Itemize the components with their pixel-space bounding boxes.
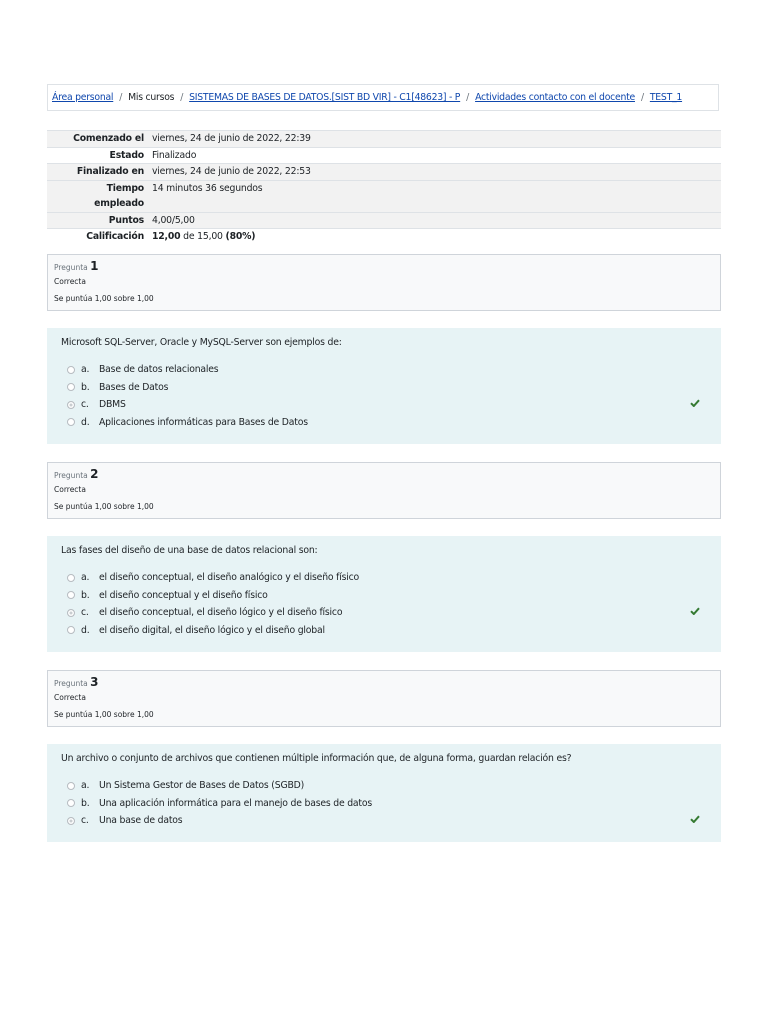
breadcrumb-separator: / (640, 92, 644, 103)
points-value: 4,00/5,00 (148, 212, 721, 229)
option-text: el diseño conceptual, el diseño analógico y el diseño físico (99, 572, 360, 584)
radio-checked-icon[interactable] (67, 817, 75, 825)
breadcrumb-separator: / (119, 92, 123, 103)
question-state: Correcta (54, 277, 86, 286)
question-number: 1 (90, 259, 99, 273)
time-label-line1: Tiempo (106, 182, 144, 194)
option-letter: b. (81, 381, 90, 393)
breadcrumb-course-link[interactable]: SISTEMAS DE BASES DE DATOS.[SIST BD VIR] - C1[48623] - P (189, 92, 461, 103)
option-letter: c. (81, 399, 89, 411)
question-grade: Se puntúa 1,00 sobre 1,00 (54, 294, 154, 303)
question-2-content (47, 536, 721, 652)
points-label: Puntos (47, 212, 148, 229)
answer-option (61, 569, 707, 587)
option-text: el diseño digital, el diseño lógico y el diseño global (99, 624, 325, 636)
answer-option (61, 622, 707, 640)
question-text: Un archivo o conjunto de archivos que contienen múltiple información que, de alguna forma, guardan relación es? (61, 753, 572, 764)
option-letter: c. (81, 815, 89, 827)
question-text: Microsoft SQL-Server, Oracle y MySQL-Server son ejemplos de: (61, 337, 342, 348)
radio-icon[interactable] (67, 383, 75, 391)
question-1-content (47, 328, 721, 444)
option-text: Base de datos relacionales (99, 364, 219, 376)
question-grade: Se puntúa 1,00 sobre 1,00 (54, 710, 154, 719)
answer-option-selected (61, 812, 707, 830)
breadcrumb-separator: / (466, 92, 470, 103)
answer-option (61, 777, 707, 795)
summary-row-state (47, 147, 721, 164)
question-3-info (47, 670, 721, 727)
radio-checked-icon[interactable] (67, 609, 75, 617)
option-text: DBMS (99, 399, 126, 411)
answer-option (61, 379, 707, 397)
option-letter: a. (81, 572, 90, 584)
radio-icon[interactable] (67, 799, 75, 807)
radio-icon[interactable] (67, 782, 75, 790)
question-state: Correcta (54, 485, 86, 494)
checkmark-icon (690, 399, 700, 407)
question-label: Pregunta (54, 679, 88, 688)
radio-icon[interactable] (67, 366, 75, 374)
question-3-content (47, 744, 721, 842)
option-letter: a. (81, 780, 90, 792)
breadcrumb-my-courses: Mis cursos (128, 92, 175, 103)
breadcrumb (47, 84, 719, 111)
summary-row-started (47, 131, 721, 148)
option-text: el diseño conceptual y el diseño físico (99, 589, 268, 601)
grade-max: de 15,00 (180, 231, 226, 242)
radio-icon[interactable] (67, 418, 75, 426)
option-letter: b. (81, 797, 90, 809)
started-value: viernes, 24 de junio de 2022, 22:39 (148, 131, 721, 148)
breadcrumb-separator: / (180, 92, 184, 103)
checkmark-icon (690, 815, 700, 823)
breadcrumb-quiz-link[interactable]: TEST_1 (649, 92, 683, 103)
state-label: Estado (47, 147, 148, 164)
radio-icon[interactable] (67, 591, 75, 599)
option-text: Una base de datos (99, 815, 183, 827)
grade-score: 12,00 (152, 231, 181, 242)
question-label: Pregunta (54, 471, 88, 480)
grade-percent: (80%) (225, 231, 256, 242)
attempt-summary-table (47, 130, 721, 245)
summary-row-points (47, 212, 721, 229)
checkmark-icon (690, 607, 700, 615)
question-number: 3 (90, 675, 99, 689)
breadcrumb-section-link[interactable]: Actividades contacto con el docente (475, 92, 635, 103)
question-text: Las fases del diseño de una base de datos relacional son: (61, 545, 318, 556)
option-text: Aplicaciones informáticas para Bases de Datos (99, 416, 308, 428)
radio-icon[interactable] (67, 626, 75, 634)
question-label: Pregunta (54, 263, 88, 272)
option-letter: d. (81, 416, 90, 428)
question-state: Correcta (54, 693, 86, 702)
breadcrumb-home-link[interactable]: Área personal (52, 92, 114, 103)
option-letter: a. (81, 364, 90, 376)
answer-option (61, 414, 707, 432)
answer-option (61, 587, 707, 605)
option-letter: c. (81, 607, 89, 619)
question-grade: Se puntúa 1,00 sobre 1,00 (54, 502, 154, 511)
question-number: 2 (90, 467, 99, 481)
option-letter: d. (81, 624, 90, 636)
time-label (47, 180, 148, 212)
option-text: Bases de Datos (99, 381, 169, 393)
option-text: Una aplicación informática para el manejo de bases de datos (99, 797, 373, 809)
summary-row-time (47, 180, 721, 212)
answer-option (61, 795, 707, 813)
summary-row-grade (47, 229, 721, 245)
time-value: 14 minutos 36 segundos (148, 180, 721, 212)
answer-option-selected (61, 396, 707, 414)
grade-value (148, 229, 721, 245)
radio-checked-icon[interactable] (67, 401, 75, 409)
finished-label: Finalizado en (47, 164, 148, 181)
question-1-info (47, 254, 721, 311)
option-text: el diseño conceptual, el diseño lógico y el diseño físico (99, 607, 343, 619)
radio-icon[interactable] (67, 574, 75, 582)
finished-value: viernes, 24 de junio de 2022, 22:53 (148, 164, 721, 181)
option-text: Un Sistema Gestor de Bases de Datos (SGBD) (99, 780, 305, 792)
grade-label: Calificación (47, 229, 148, 245)
time-label-line2: empleado (94, 198, 144, 209)
option-letter: b. (81, 589, 90, 601)
state-value: Finalizado (148, 147, 721, 164)
answer-option (61, 361, 707, 379)
question-2-info (47, 462, 721, 519)
summary-row-finished (47, 164, 721, 181)
answer-option-selected (61, 604, 707, 622)
started-label: Comenzado el (47, 131, 148, 148)
